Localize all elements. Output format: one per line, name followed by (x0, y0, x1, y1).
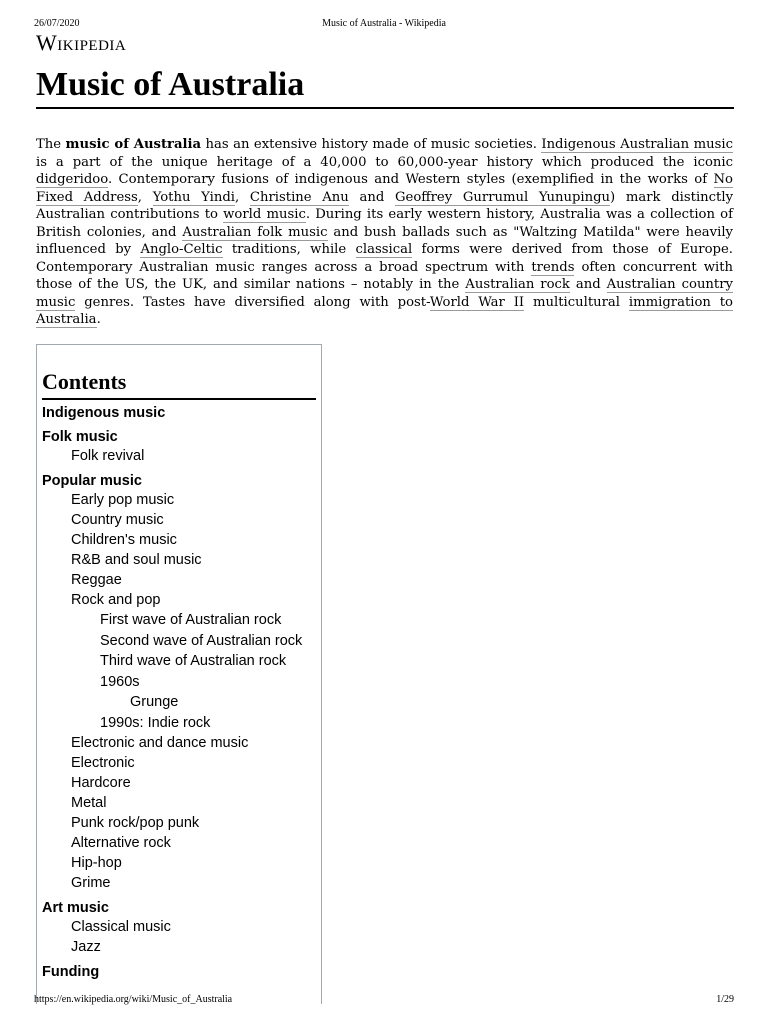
print-date: 26/07/2020 (34, 17, 80, 29)
toc-item-country-music[interactable]: Country music (71, 512, 164, 528)
toc-item-folk-music[interactable]: Folk music (42, 429, 118, 445)
toc-item-metal[interactable]: Metal (71, 795, 107, 811)
link-no-fixed-address[interactable]: No Fixed Address (36, 172, 733, 205)
link-trends[interactable]: trends (531, 259, 575, 275)
toc-item-jazz[interactable]: Jazz (71, 939, 101, 955)
link-christine-anu[interactable]: Christine Anu (249, 189, 349, 205)
intro-text: is a part of the unique heritage of a 40,000 to 60,000-year history which produced the iconic (36, 154, 733, 170)
page-title: Music of Australia (36, 64, 734, 109)
toc-title: Contents (42, 367, 316, 400)
intro-text: has an extensive history made of music societies. (201, 137, 542, 152)
link-geoffrey-gurrumul-yunupingu[interactable]: Geoffrey Gurrumul Yunupingu (394, 189, 611, 205)
link-australian-folk-music[interactable]: Australian folk music (182, 224, 328, 240)
intro-text: and (348, 189, 395, 205)
toc-item-rock-and-pop[interactable]: Rock and pop (71, 592, 161, 608)
toc-item-grunge[interactable]: Grunge (130, 694, 179, 710)
intro-text: . (96, 312, 101, 327)
toc-item-early-pop-music[interactable]: Early pop music (71, 492, 175, 508)
intro-text: , (137, 189, 153, 205)
print-page-number: 1/29 (716, 993, 734, 1005)
toc-item-grime[interactable]: Grime (71, 875, 111, 891)
toc-item-electronic-dance[interactable]: Electronic and dance music (71, 735, 249, 751)
toc-item-1990s-indie-rock[interactable]: 1990s: Indie rock (100, 714, 211, 731)
wikipedia-wordmark[interactable]: Wikipedia (36, 30, 127, 55)
intro-text: traditions, while (222, 242, 356, 257)
intro-paragraph (36, 136, 733, 329)
intro-text: . During its early western history, Australia was a collection of British colonies, and (36, 207, 733, 240)
print-url[interactable]: https://en.wikipedia.org/wiki/Music_of_Australia (34, 993, 233, 1005)
print-header (34, 16, 734, 30)
toc-item-art-music[interactable]: Art music (42, 900, 109, 916)
intro-text: The (36, 137, 66, 152)
table-of-contents (36, 344, 322, 1004)
link-world-war-ii[interactable]: World War II (429, 294, 525, 310)
intro-text: forms were derived from those of Europe. Contemporary Australian music ranges across a broad spectrum with (36, 242, 733, 275)
intro-text: multicultural (524, 294, 629, 310)
toc-item-reggae[interactable]: Reggae (71, 572, 122, 588)
toc-item-alternative-rock[interactable]: Alternative rock (71, 835, 171, 851)
toc-item-punk[interactable]: Punk rock/pop punk (71, 815, 200, 831)
intro-text: often concurrent with those of the US, the UK, and similar nations – notably in the (36, 259, 733, 292)
link-classical[interactable]: classical (355, 242, 413, 257)
toc-item-first-wave[interactable]: First wave of Australian rock (100, 612, 282, 628)
intro-text: and (569, 277, 607, 292)
toc-item-electronic[interactable]: Electronic (71, 755, 135, 771)
link-anglo-celtic[interactable]: Anglo-Celtic (140, 242, 223, 257)
toc-item-third-wave[interactable]: Third wave of Australian rock (100, 653, 287, 669)
toc-item-hardcore[interactable]: Hardcore (71, 775, 131, 791)
toc-item-hip-hop[interactable]: Hip-hop (71, 855, 122, 871)
print-footer (34, 992, 734, 1006)
link-yothu-yindi[interactable]: Yothu Yindi (152, 189, 236, 205)
intro-text: and bush ballads such as "Waltzing Matilda" were heavily influenced by (36, 224, 733, 257)
link-indigenous-australian-music[interactable]: Indigenous Australian music (541, 137, 733, 152)
intro-text: , (235, 189, 250, 205)
toc-item-folk-revival[interactable]: Folk revival (71, 448, 145, 464)
toc-item-1960s[interactable]: 1960s (100, 673, 140, 690)
toc-item-classical-music[interactable]: Classical music (71, 919, 171, 935)
toc-item-popular-music[interactable]: Popular music (42, 473, 142, 489)
toc-item-rnb-soul[interactable]: R&B and soul music (71, 552, 202, 568)
toc-item-indigenous-music[interactable]: Indigenous music (42, 405, 166, 421)
intro-bold-subject: music of Australia (65, 137, 202, 152)
link-world-music[interactable]: world music (223, 207, 306, 222)
toc-item-childrens-music[interactable]: Children's music (71, 532, 177, 548)
toc-item-funding[interactable]: Funding (42, 964, 100, 980)
link-immigration-to-australia[interactable]: immigration to Australia (36, 294, 734, 327)
link-didgeridoo[interactable]: didgeridoo (36, 172, 108, 187)
link-australian-country-music[interactable]: Australian country music (36, 277, 733, 310)
toc-list (42, 404, 316, 981)
intro-text: genres. Tastes have diversified along with post- (75, 294, 430, 310)
toc-item-second-wave[interactable]: Second wave of Australian rock (100, 632, 303, 649)
intro-text: . Contemporary fusions of indigenous and Western styles (exemplified in the works of (107, 172, 714, 187)
print-doc-title: Music of Australia - Wikipedia (322, 17, 446, 29)
intro-text: ) mark distinctly Australian contributions to (36, 189, 734, 222)
link-australian-rock[interactable]: Australian rock (465, 277, 570, 292)
